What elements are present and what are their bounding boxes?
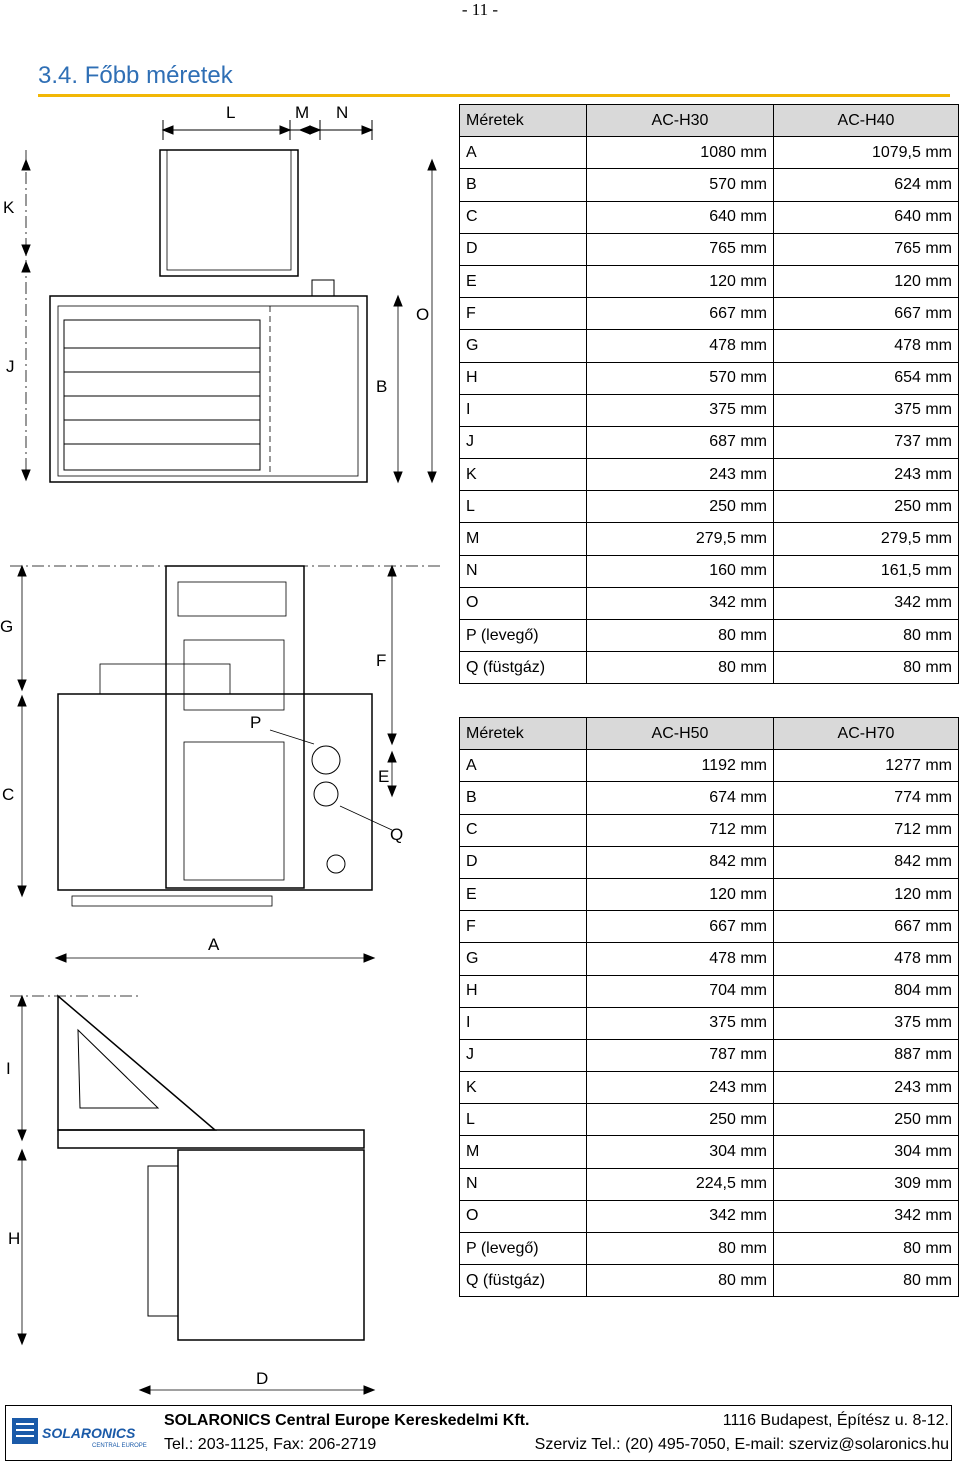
technical-drawing [0, 96, 455, 1406]
table-row [460, 137, 959, 169]
table-cell: 342 mm [587, 587, 774, 619]
table-cell: E [460, 265, 587, 297]
table-cell: J [460, 1039, 587, 1071]
table-cell: 1079,5 mm [774, 137, 959, 169]
table-cell: 80 mm [774, 1265, 959, 1297]
footer-company: SOLARONICS Central Europe Kereskedelmi Kft. [164, 1412, 530, 1429]
table-cell: E [460, 878, 587, 910]
table-row [460, 846, 959, 878]
table-cell: 570 mm [587, 169, 774, 201]
footer [5, 1405, 952, 1461]
table-cell: H [460, 975, 587, 1007]
table-cell: 224,5 mm [587, 1168, 774, 1200]
table-row [460, 911, 959, 943]
table-cell: Q (füstgáz) [460, 1265, 587, 1297]
table-cell: 250 mm [587, 1104, 774, 1136]
footer-address: 1116 Budapest, Építész u. 8-12. [722, 1412, 949, 1429]
table-cell: 250 mm [774, 1104, 959, 1136]
table-row [460, 975, 959, 1007]
table-row [460, 426, 959, 458]
table-cell: 674 mm [587, 782, 774, 814]
table-cell: 375 mm [774, 1007, 959, 1039]
table-cell: 243 mm [774, 459, 959, 491]
table-row [460, 587, 959, 619]
table-cell: 640 mm [587, 201, 774, 233]
table-cell: A [460, 137, 587, 169]
table-cell: 478 mm [774, 330, 959, 362]
table-cell: J [460, 426, 587, 458]
table-row [460, 1007, 959, 1039]
table-cell: C [460, 201, 587, 233]
table-cell: K [460, 1072, 587, 1104]
table-cell: I [460, 394, 587, 426]
table-cell: 342 mm [774, 1200, 959, 1232]
table-cell: 80 mm [587, 652, 774, 684]
table-cell: 704 mm [587, 975, 774, 1007]
table-cell: M [460, 1136, 587, 1168]
table-row [460, 265, 959, 297]
table-cell: 243 mm [587, 1072, 774, 1104]
page-number: - 11 - [461, 0, 499, 19]
table-cell: L [460, 1104, 587, 1136]
table-cell: 250 mm [587, 491, 774, 523]
table-row [460, 233, 959, 265]
table-cell: 80 mm [774, 1233, 959, 1265]
table-cell: 1192 mm [587, 750, 774, 782]
table-cell: O [460, 587, 587, 619]
table-row [460, 1233, 959, 1265]
table-cell: 667 mm [774, 911, 959, 943]
table-cell: D [460, 233, 587, 265]
table-row [460, 394, 959, 426]
footer-service: Szerviz Tel.: (20) 495-7050, E-mail: szerviz@solaronics.hu [534, 1436, 949, 1453]
table-cell: 478 mm [774, 943, 959, 975]
label-N: N [336, 103, 349, 122]
table-cell: 243 mm [587, 459, 774, 491]
label-E: E [378, 767, 390, 786]
table-cell: 375 mm [587, 1007, 774, 1039]
table-cell: 787 mm [587, 1039, 774, 1071]
table-cell: 887 mm [774, 1039, 959, 1071]
table-cell: G [460, 330, 587, 362]
table-cell: 1277 mm [774, 750, 959, 782]
table-cell: 279,5 mm [774, 523, 959, 555]
table-cell: 342 mm [587, 1200, 774, 1232]
table-row [460, 459, 959, 491]
table-row [460, 201, 959, 233]
table-cell: N [460, 1168, 587, 1200]
dimensions-table-h50-h70 [459, 717, 959, 1297]
label-P: P [250, 713, 262, 732]
table-cell: 120 mm [587, 265, 774, 297]
label-K: K [3, 198, 15, 217]
table-cell: 304 mm [774, 1136, 959, 1168]
logo-subtext: CENTRAL EUROPE [92, 1443, 147, 1449]
table-cell: 570 mm [587, 362, 774, 394]
table-cell: 304 mm [587, 1136, 774, 1168]
table-row [460, 169, 959, 201]
table-cell: 161,5 mm [774, 555, 959, 587]
table-cell: C [460, 814, 587, 846]
label-L: L [226, 103, 236, 122]
column-header: AC-H30 [587, 105, 774, 137]
table-cell: 624 mm [774, 169, 959, 201]
table-cell: 654 mm [774, 362, 959, 394]
table-cell: K [460, 459, 587, 491]
table-row [460, 1104, 959, 1136]
label-J: J [6, 357, 15, 376]
table-cell: P (levegő) [460, 1233, 587, 1265]
table-row [460, 782, 959, 814]
column-header: Méretek [460, 718, 587, 750]
label-I: I [6, 1059, 11, 1078]
table-cell: 309 mm [774, 1168, 959, 1200]
table-cell: 120 mm [587, 878, 774, 910]
column-header: Méretek [460, 105, 587, 137]
table-cell: G [460, 943, 587, 975]
table-cell: 120 mm [774, 265, 959, 297]
table-cell: H [460, 362, 587, 394]
table-cell: N [460, 555, 587, 587]
table-cell: 737 mm [774, 426, 959, 458]
solaronics-logo [12, 1414, 152, 1450]
table-row [460, 814, 959, 846]
table-cell: B [460, 782, 587, 814]
table-cell: 667 mm [774, 298, 959, 330]
table-cell: 478 mm [587, 943, 774, 975]
table-cell: 478 mm [587, 330, 774, 362]
label-Q: Q [390, 825, 404, 844]
table-cell: 667 mm [587, 298, 774, 330]
table-cell: D [460, 846, 587, 878]
dimensions-table-h30-h40 [459, 104, 959, 684]
table-cell: L [460, 491, 587, 523]
table-header-row [460, 105, 959, 137]
label-F: F [376, 651, 387, 670]
table-row [460, 298, 959, 330]
table-cell: 804 mm [774, 975, 959, 1007]
table-cell: 687 mm [587, 426, 774, 458]
table-cell: F [460, 298, 587, 330]
table-cell: 375 mm [774, 394, 959, 426]
table-cell: 250 mm [774, 491, 959, 523]
table-row [460, 491, 959, 523]
table-cell: 80 mm [587, 620, 774, 652]
table-cell: 667 mm [587, 911, 774, 943]
table-cell: 375 mm [587, 394, 774, 426]
table-row [460, 1200, 959, 1232]
label-M: M [295, 103, 310, 122]
table-cell: 1080 mm [587, 137, 774, 169]
table-cell: 80 mm [587, 1233, 774, 1265]
table-cell: 712 mm [587, 814, 774, 846]
table-cell: 640 mm [774, 201, 959, 233]
footer-phone: Tel.: 203-1125, Fax: 206-2719 [164, 1436, 377, 1453]
column-header: AC-H70 [774, 718, 959, 750]
table-cell: O [460, 1200, 587, 1232]
table-row [460, 555, 959, 587]
table-cell: 80 mm [587, 1265, 774, 1297]
label-H: H [8, 1229, 21, 1248]
table-cell: B [460, 169, 587, 201]
table-row [460, 943, 959, 975]
table-row [460, 1039, 959, 1071]
label-D: D [256, 1369, 269, 1388]
label-A: A [208, 935, 220, 954]
table-row [460, 878, 959, 910]
table-cell: I [460, 1007, 587, 1039]
table-row [460, 652, 959, 684]
table-cell: 712 mm [774, 814, 959, 846]
section-title: 3.4. Főbb méretek [38, 62, 233, 89]
table-row [460, 1265, 959, 1297]
table-cell: 342 mm [774, 587, 959, 619]
column-header: AC-H40 [774, 105, 959, 137]
table-header-row [460, 718, 959, 750]
table-cell: 842 mm [774, 846, 959, 878]
table-cell: 765 mm [774, 233, 959, 265]
table-row [460, 1072, 959, 1104]
label-O: O [416, 305, 430, 324]
table-cell: 80 mm [774, 620, 959, 652]
label-B: B [376, 377, 388, 396]
table-row [460, 750, 959, 782]
table-cell: 774 mm [774, 782, 959, 814]
table-cell: A [460, 750, 587, 782]
table-cell: 243 mm [774, 1072, 959, 1104]
table-cell: M [460, 523, 587, 555]
table-cell: 160 mm [587, 555, 774, 587]
table-cell: F [460, 911, 587, 943]
table-row [460, 362, 959, 394]
table-row [460, 523, 959, 555]
table-cell: 80 mm [774, 652, 959, 684]
table-row [460, 1136, 959, 1168]
table-cell: P (levegő) [460, 620, 587, 652]
table-cell: 279,5 mm [587, 523, 774, 555]
table-row [460, 330, 959, 362]
table-row [460, 1168, 959, 1200]
table-cell: 842 mm [587, 846, 774, 878]
table-cell: Q (füstgáz) [460, 652, 587, 684]
label-C: C [2, 785, 15, 804]
column-header: AC-H50 [587, 718, 774, 750]
table-cell: 765 mm [587, 233, 774, 265]
label-G: G [0, 617, 14, 636]
logo-text: SOLARONICS [42, 1425, 136, 1441]
table-row [460, 620, 959, 652]
table-cell: 120 mm [774, 878, 959, 910]
